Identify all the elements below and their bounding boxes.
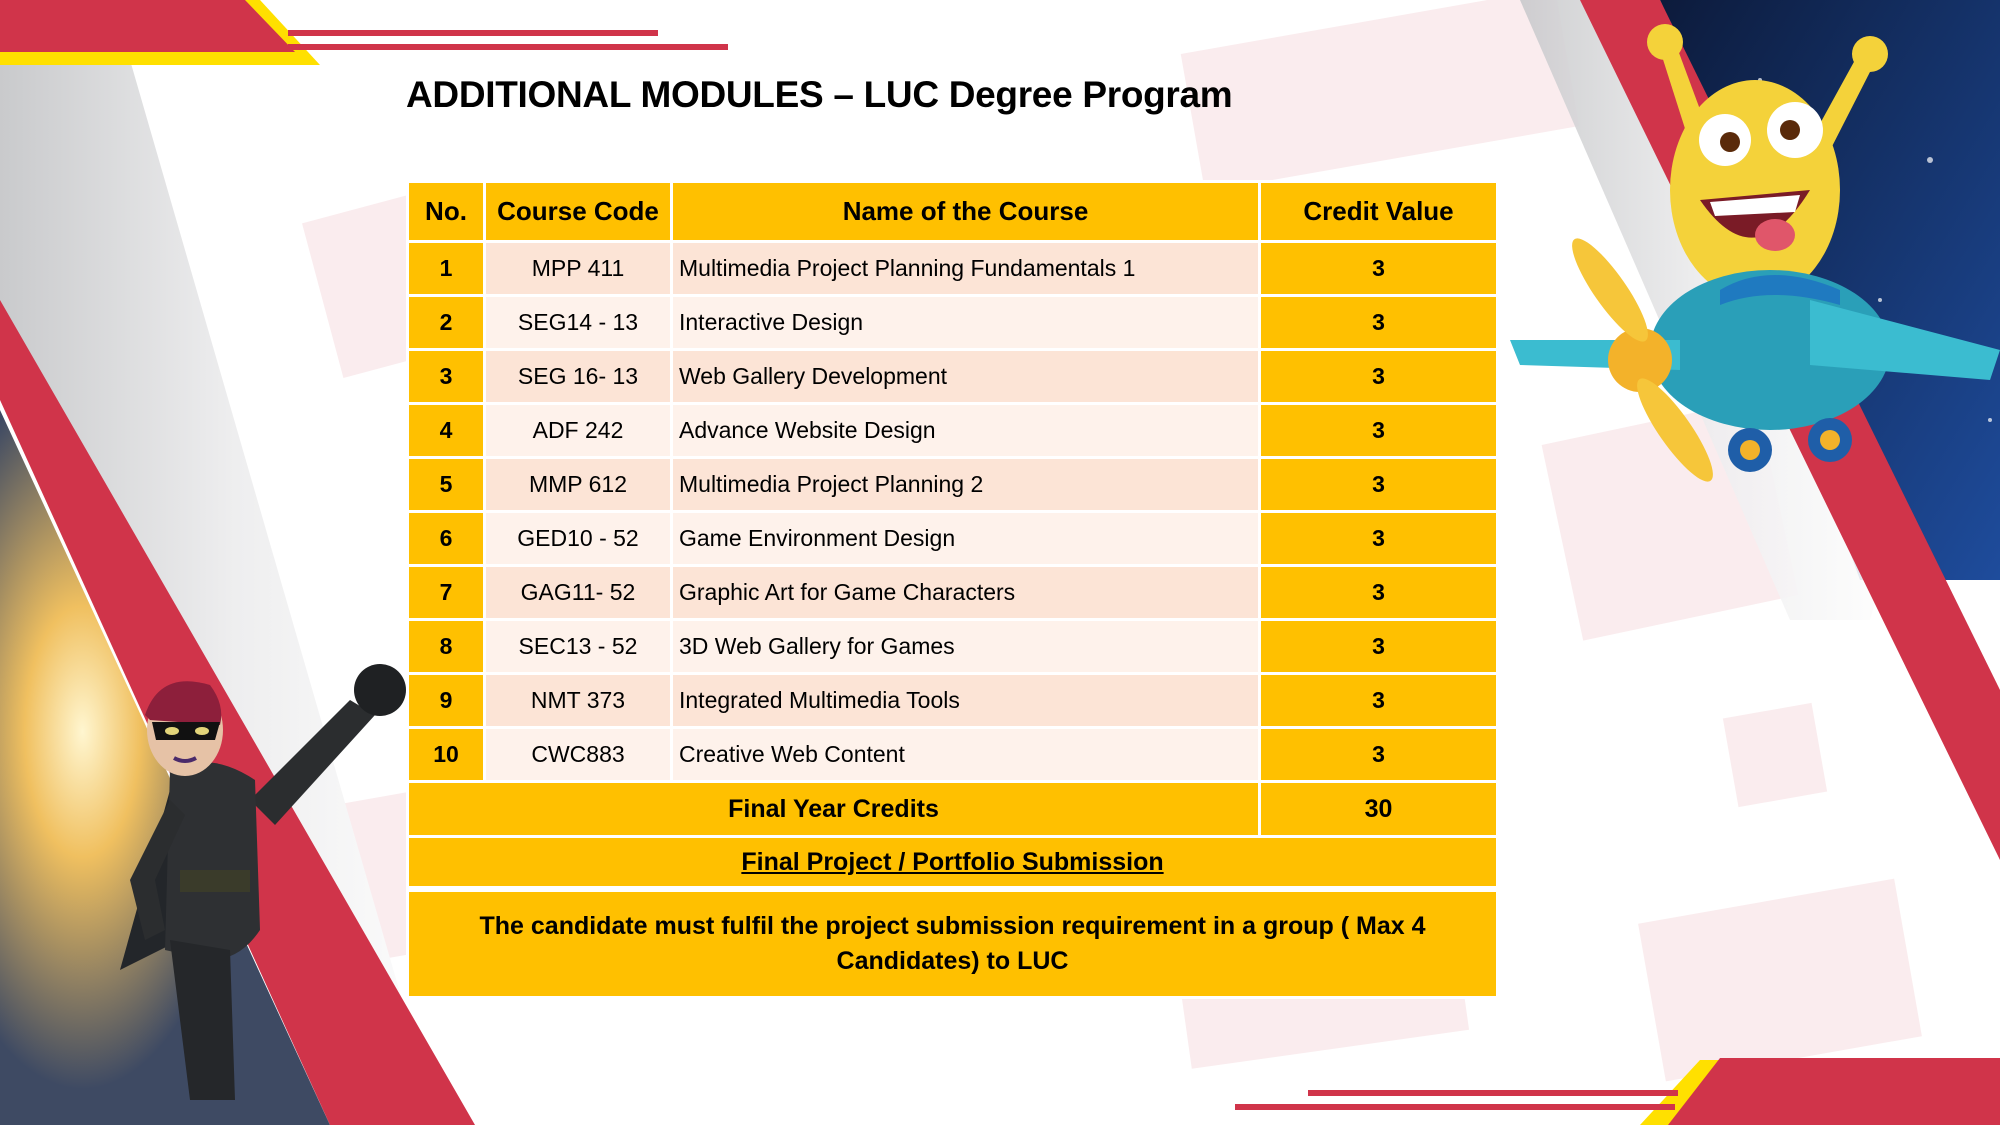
superhero-woman-illustration	[60, 630, 460, 1110]
table-row	[408, 242, 1498, 296]
row-no: 2	[408, 296, 485, 350]
row-no: 3	[408, 350, 485, 404]
row-credit: 3	[1260, 620, 1498, 674]
row-no: 9	[408, 674, 485, 728]
total-credits-label: Final Year Credits	[408, 782, 1260, 837]
row-course-name: Web Gallery Development	[672, 350, 1260, 404]
row-course-name: Multimedia Project Planning Fundamentals 1	[672, 242, 1260, 296]
table-row	[408, 728, 1498, 782]
row-course-code: CWC883	[485, 728, 672, 782]
row-course-name: Creative Web Content	[672, 728, 1260, 782]
table-row	[408, 350, 1498, 404]
raised-fist	[354, 664, 406, 716]
table-row	[408, 566, 1498, 620]
row-no: 5	[408, 458, 485, 512]
table-header	[408, 182, 1498, 242]
row-course-name: Game Environment Design	[672, 512, 1260, 566]
row-no: 8	[408, 620, 485, 674]
row-course-name: Advance Website Design	[672, 404, 1260, 458]
row-course-code: ADF 242	[485, 404, 672, 458]
row-course-name: Multimedia Project Planning 2	[672, 458, 1260, 512]
row-course-name: 3D Web Gallery for Games	[672, 620, 1260, 674]
row-no: 4	[408, 404, 485, 458]
header-no: No.	[408, 182, 485, 242]
row-course-code: MPP 411	[485, 242, 672, 296]
row-credit: 3	[1260, 728, 1498, 782]
row-credit: 3	[1260, 404, 1498, 458]
modules-table	[406, 180, 1499, 999]
row-no: 6	[408, 512, 485, 566]
row-credit: 3	[1260, 296, 1498, 350]
total-credits-value: 30	[1260, 782, 1498, 837]
row-course-name: Graphic Art for Game Characters	[672, 566, 1260, 620]
slide-title: ADDITIONAL MODULES – LUC Degree Program	[406, 74, 1233, 115]
row-course-name: Interactive Design	[672, 296, 1260, 350]
row-course-name: Integrated Multimedia Tools	[672, 674, 1260, 728]
table-body	[408, 242, 1498, 782]
row-course-code: SEG 16- 13	[485, 350, 672, 404]
row-credit: 3	[1260, 566, 1498, 620]
total-credits-row	[408, 782, 1498, 837]
project-note: The candidate must fulfil the project submission requirement in a group ( Max 4 Candidates) to LUC	[408, 889, 1498, 998]
final-project-label: Final Project / Portfolio Submission	[741, 847, 1164, 876]
table-row	[408, 620, 1498, 674]
row-course-code: SEG14 - 13	[485, 296, 672, 350]
row-credit: 3	[1260, 512, 1498, 566]
final-project-row	[408, 837, 1498, 890]
row-course-code: MMP 612	[485, 458, 672, 512]
row-course-code: GED10 - 52	[485, 512, 672, 566]
row-credit: 3	[1260, 242, 1498, 296]
row-course-code: SEC13 - 52	[485, 620, 672, 674]
table-row	[408, 296, 1498, 350]
final-project-cell	[408, 837, 1498, 890]
row-course-code: NMT 373	[485, 674, 672, 728]
row-course-code: GAG11- 52	[485, 566, 672, 620]
row-no: 10	[408, 728, 485, 782]
row-no: 7	[408, 566, 485, 620]
row-credit: 3	[1260, 674, 1498, 728]
table-row	[408, 674, 1498, 728]
project-note-row	[408, 889, 1498, 998]
header-credit-value: Credit Value	[1260, 182, 1498, 242]
monster-in-airplane-illustration	[1510, 20, 2000, 490]
table-row	[408, 404, 1498, 458]
table-row	[408, 512, 1498, 566]
table-row	[408, 458, 1498, 512]
header-course-code: Course Code	[485, 182, 672, 242]
row-credit: 3	[1260, 458, 1498, 512]
row-no: 1	[408, 242, 485, 296]
header-course-name: Name of the Course	[672, 182, 1260, 242]
table-footer	[408, 782, 1498, 998]
row-credit: 3	[1260, 350, 1498, 404]
